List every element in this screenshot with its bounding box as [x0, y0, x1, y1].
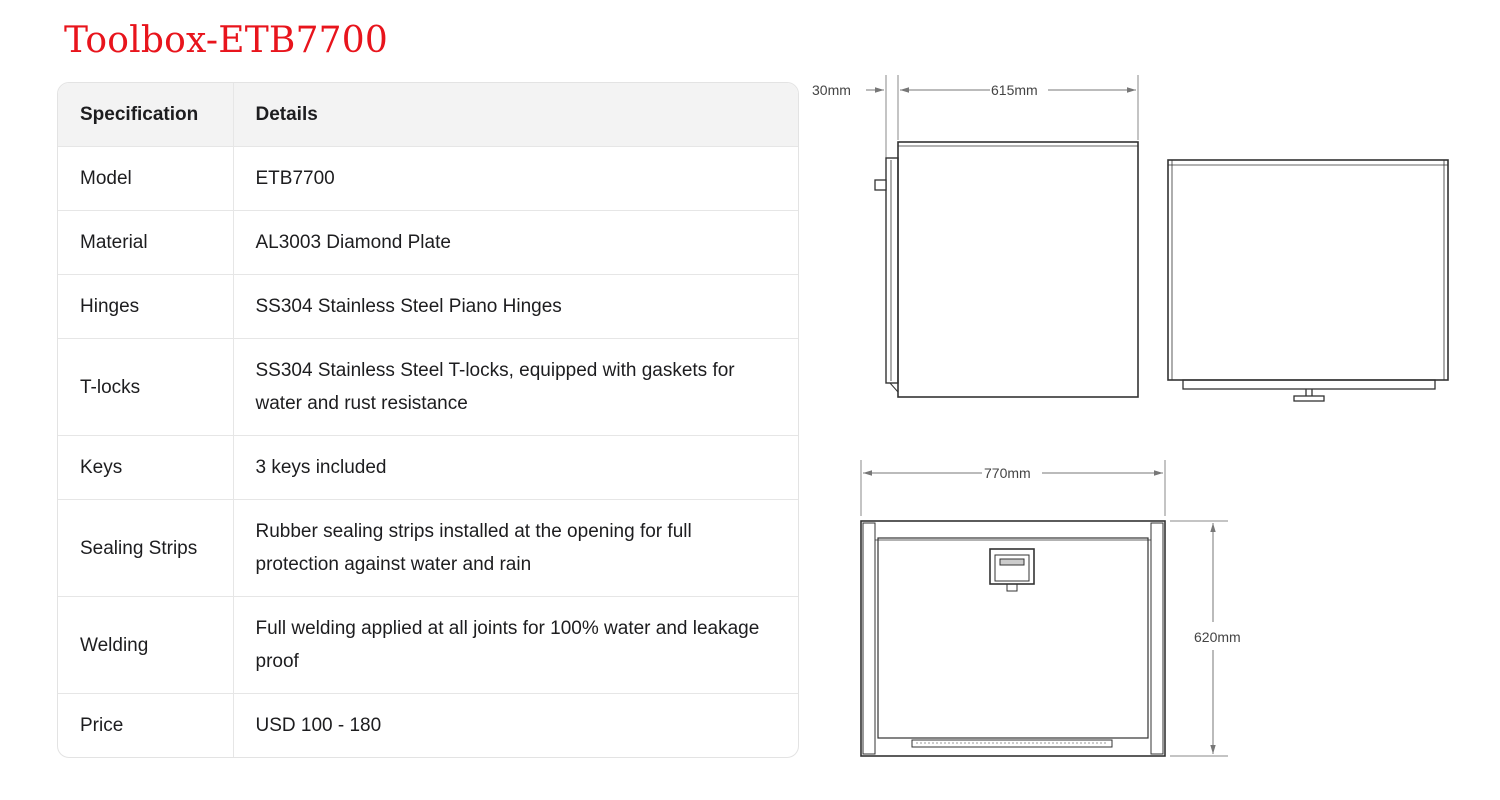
table-row — [58, 694, 798, 758]
spec-value: AL3003 Diamond Plate — [233, 211, 798, 275]
spec-name: Sealing Strips — [58, 500, 233, 597]
dim-depth — [900, 82, 1136, 98]
spec-value: 3 keys included — [233, 436, 798, 500]
spec-value: SS304 Stainless Steel Piano Hinges — [233, 275, 798, 339]
table-row — [58, 147, 798, 211]
spec-value: USD 100 - 180 — [255, 715, 382, 736]
spec-value: ETB7700 — [233, 147, 798, 211]
spec-value: SS304 Stainless Steel T-locks, equipped with gaskets for water and rust resistance — [233, 339, 798, 436]
dim-lid-label: 30mm — [812, 82, 851, 98]
spec-table-card — [57, 82, 799, 758]
spec-name: Model — [58, 147, 233, 211]
header-details: Details — [233, 83, 798, 147]
spec-name: Price — [58, 694, 233, 758]
table-row — [58, 211, 798, 275]
technical-drawing — [800, 60, 1480, 780]
table-row — [58, 339, 798, 436]
dim-width — [863, 465, 1163, 481]
spec-value: Rubber sealing strips installed at the opening for full protection against water and rain — [233, 500, 798, 597]
spec-value: Full welding applied at all joints for 100% water and leakage proof — [233, 597, 798, 694]
table-header-row — [58, 83, 798, 147]
table-row — [58, 275, 798, 339]
spec-name: Material — [58, 211, 233, 275]
dim-depth-label: 615mm — [991, 82, 1038, 98]
dim-lid — [812, 82, 884, 98]
table-row — [58, 500, 798, 597]
side-view — [875, 75, 1138, 397]
spec-name: Hinges — [58, 275, 233, 339]
top-view — [1168, 160, 1448, 401]
dim-width-label: 770mm — [984, 465, 1031, 481]
spec-name: Keys — [58, 436, 233, 500]
dim-height — [1170, 521, 1241, 756]
dim-height-label: 620mm — [1194, 629, 1241, 645]
spec-name: Welding — [58, 597, 233, 694]
page-title: Toolbox-ETB7700 — [64, 20, 388, 61]
spec-table — [58, 83, 798, 757]
front-view — [861, 460, 1165, 756]
header-specification: Specification — [58, 83, 233, 147]
table-row — [58, 436, 798, 500]
table-row — [58, 597, 798, 694]
spec-name: T-locks — [58, 339, 233, 436]
